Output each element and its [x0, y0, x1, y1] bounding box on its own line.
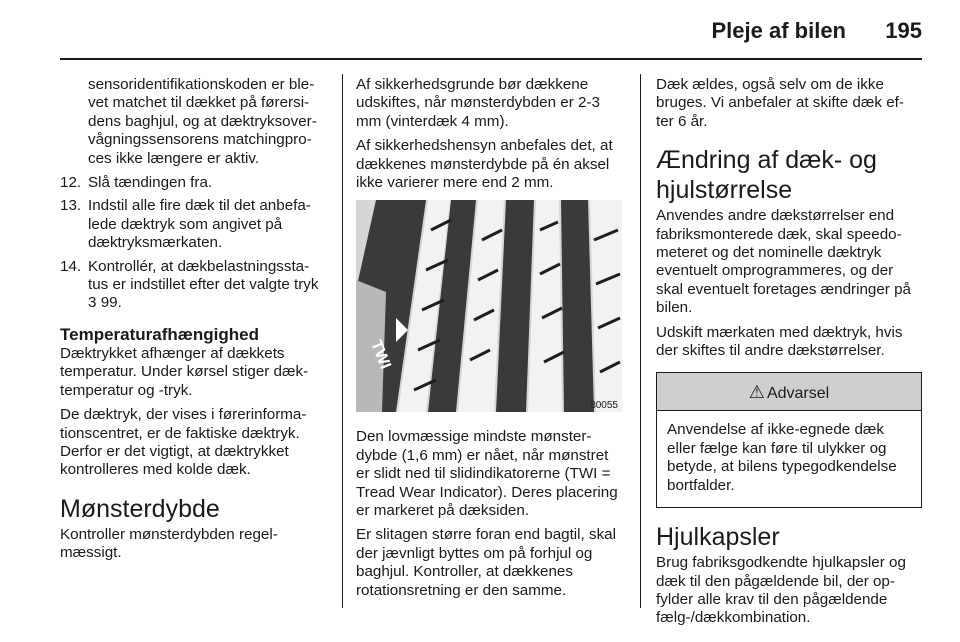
wear-paragraph: Er slitagen større foran end bagtil, skal der jævnligt byttes om på forhjul og baghjul. Kontroller, at dækkenes rotationsretning er den samme. — [356, 526, 616, 599]
size-change-heading: Ændring af dæk- og hjulstørrelse — [656, 146, 877, 205]
temperature-paragraph-1: Dæktrykket afhænger af dækkets temperatur. Under kørsel stiger dæk- temperatur og -tryk. — [60, 344, 309, 399]
step-item: 13. Indstil alle fire dæk til det anbefa- lede dæktryk som angivet på dæktryksmærkaten. — [60, 197, 311, 252]
warning-header — [657, 373, 921, 411]
column-3 — [656, 76, 922, 634]
twi-label: TWI — [366, 338, 394, 373]
aging-paragraph: Dæk ældes, også selv om de ikke bruges. Vi anbefaler at skifte dæk ef- ter 6 år. — [656, 76, 904, 130]
size-change-paragraph-1: Anvendes andre dækstørrelser end fabriksmonterede dæk, skal speedo- meteret og det nominelle dæktryk eventuelt omprogrammeres, og der skal eventuelt foretages ændringer på bilen. — [656, 207, 911, 317]
warning-title: Advarsel — [766, 385, 830, 403]
steps-list — [60, 174, 328, 313]
tire-tread-icon — [356, 200, 622, 412]
page-number: 195 — [885, 18, 922, 43]
step-item: 12. Slå tændingen fra. — [60, 174, 213, 192]
warning-box — [656, 372, 922, 508]
axle-paragraph: Af sikkerhedshensyn anbefales det, at dækkenes mønsterdybde på én aksel ikke varierer mere end 2 mm. — [356, 137, 613, 192]
temperature-paragraph-2: De dæktryk, der vises i førerinforma- tionscentret, er de faktiske dæktryk. Derfor er det vigtigt, at dæktrykket kontrolleres med kolde dæk. — [60, 406, 307, 479]
page-ref-arrow-icon[interactable]: 3 — [88, 294, 97, 312]
tread-depth-paragraph: Kontroller mønsterdybden regel- mæssigt. — [60, 525, 278, 562]
column-1 — [60, 76, 328, 569]
image-code: 30055 — [590, 400, 618, 412]
column-2 — [356, 76, 624, 606]
hubcaps-paragraph: Brug fabriksgodkendte hjulkapsler og dæk til den pågældende bil, der op- fylder alle krav til den pågældende fælg-/dækkombination. — [656, 554, 906, 627]
step-item: 14. Kontrollér, at dækbelastningssta- tus er indstillet efter det valgte tryk 3 99. — [60, 257, 319, 312]
page-ref-link[interactable]: 99. — [100, 294, 122, 312]
replace-paragraph: Af sikkerhedsgrunde bør dækkene udskiftes, når mønsterdybden er 2-3 mm (vinterdæk 4 mm). — [356, 76, 600, 130]
warning-triangle-icon: ⚠ — [748, 382, 765, 403]
tire-tread-illustration — [356, 200, 622, 412]
temperature-heading: Temperaturafhængighed — [60, 324, 259, 344]
size-change-paragraph-2: Udskift mærkaten med dæktryk, hvis der skiftes til andre dækstørrelser. — [656, 323, 903, 360]
tread-depth-heading: Mønsterdybde — [60, 494, 220, 523]
page-header — [60, 12, 922, 52]
header-rule — [60, 58, 922, 60]
hubcaps-heading: Hjulkapsler — [656, 523, 780, 552]
warning-body: Anvendelse af ikke-egnede dæk eller fælge kan føre til ulykker og betyde, at bilens typegodkendelse bortfalder. — [667, 421, 897, 494]
column-divider-1 — [342, 74, 343, 608]
continued-text: sensoridentifikationskoden er ble- vet matchet til dækket på førersi- dens baghjul, og at dæktryksover- vågningssensorens matchingpro- ces ikke længere er aktiv. — [88, 76, 317, 167]
column-divider-2 — [640, 74, 641, 608]
legal-depth-paragraph: Den lovmæssige mindste mønster- dybde (1,6 mm) er nået, når mønstret er slidt ned til slidindikatorerne (TWI = Tread Wear Indicator). Deres placering er markeret på dæksiden. — [356, 428, 618, 520]
section-title: Pleje af bilen — [711, 18, 846, 43]
